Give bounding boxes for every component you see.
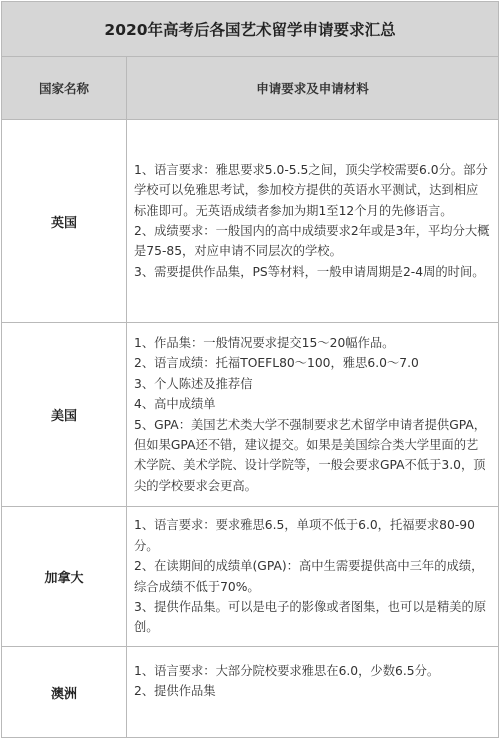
table-title: 2020年高考后各国艺术留学申请要求汇总 (2, 2, 499, 57)
requirement-item: 1、语言要求：要求雅思6.5，单项不低于6.0，托福要求80-90分。 (134, 518, 475, 553)
requirement-item: 1、语言要求：大部分院校要求雅思在6.0，少数6.5分。 (134, 664, 440, 678)
country-cell: 美国 (2, 323, 127, 507)
title-row (2, 2, 499, 57)
requirements-cell (127, 507, 499, 647)
table-row-canada (2, 507, 499, 647)
requirements-cell (127, 120, 499, 323)
requirement-item: 1、语言要求：雅思要求5.0-5.5之间，顶尖学校需要6.0分。部分学校可以免雅思考试，参加校方提供的英语水平测试，达到相应标准即可。无英语成绩者参加为期1至12个月的先修语言。 (134, 162, 488, 218)
header-row (2, 57, 499, 120)
table-row-uk (2, 120, 499, 323)
header-country: 国家名称 (2, 57, 127, 120)
requirement-item: 3、提供作品集。可以是电子的影像或者图集，也可以是精美的原创。 (134, 599, 487, 635)
requirement-item: 2、成绩要求：一般国内的高中成绩要求2年或是3年，平均分大概是75-85，对应申请不同层次的学校。 (134, 224, 490, 259)
requirement-item: 2、语言成绩：托福TOEFL80～100，雅思6.0～7.0 (134, 356, 419, 371)
table-row-australia (2, 647, 499, 738)
requirement-item: 1、作品集：一般情况要求提交15～20幅作品。 (134, 335, 395, 350)
requirements-cell (127, 647, 499, 738)
requirement-item: 2、在读期间的成绩单(GPA)：高中生需要提供高中三年的成绩，综合成绩不低于70%。 (134, 559, 484, 594)
country-cell: 澳洲 (2, 647, 127, 738)
country-cell: 英国 (2, 120, 127, 323)
requirements-table (1, 1, 499, 738)
requirement-item: 3、需要提供作品集，PS等材料，一般申请周期是2-4周的时间。 (134, 264, 485, 279)
requirement-item: 5、GPA：美国艺术类大学不强制要求艺术留学申请者提供GPA，但如果GPA还不错，建议提交。如果是美国综合类大学里面的艺术学院、美术学院、设计学院等，一般会要求GPA不低于3.0，顶尖的学校要求会更高。 (134, 417, 487, 493)
requirement-item: 4、高中成绩单 (134, 397, 216, 412)
requirement-item: 3、个人陈述及推荐信 (134, 376, 253, 391)
requirements-cell (127, 323, 499, 507)
header-requirements: 申请要求及申请材料 (127, 57, 499, 120)
country-cell: 加拿大 (2, 507, 127, 647)
requirement-item: 2、提供作品集 (134, 684, 216, 699)
table-row-us (2, 323, 499, 507)
